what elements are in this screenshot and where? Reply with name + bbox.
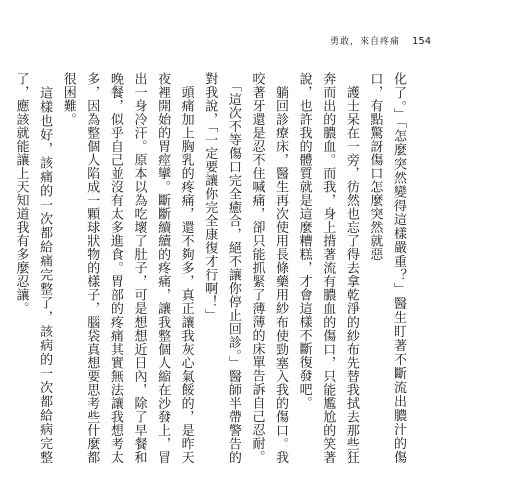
paragraph: 躺回診療床，醫生再次使用長條藥用紗布使勁塞入我的傷口。我咬著牙還是忍不住喊痛，卻只能抓緊了薄薄的床單告訴自己忍耐。: [249, 72, 289, 464]
body-text: [9, 72, 410, 464]
paragraph: 這樣也好，該痛的一次都給痛完整了，該病的一次都給病完整了，應該就能讓上天知道我有多麼忍讓。: [13, 72, 53, 464]
page-header: [330, 34, 431, 50]
paragraph: 化了。」「怎麼突然變得這樣嚴重？」醫生盯著不斷流出膿汁的傷口，有點驚訝傷口怎麼突然就惡: [367, 72, 406, 464]
paragraph: 護士呆在一旁，彷然也忘了得去拿乾淨的紗布先替我拭去那些狂奔而出的膿血。而我，身上揹著流有膿血的傷口，只能尷尬的笑著說，也許我的體質就是這麼糟糕，才會這樣不斷復發吧。: [296, 72, 359, 464]
paragraph: 「這次不等傷口完全癒合，絕不讓你停止回診。」醫師半帶警告的對我說，「一定要讓你完全康復才行啊！」: [202, 72, 241, 464]
running-title: 勇敢，來自疼痛: [330, 37, 401, 47]
page-number: 154: [412, 36, 432, 47]
paragraph: 頭痛加上胸乳的疼痛，還不夠多，真正讓我灰心氣餒的，是昨天夜裡開始的胃痙攣。斷斷續續的疼痛，讓我整個人縮在沙發上，冒出一身冷汗。原本以為吃壞了肚子，可是想想近日內，除了早餐和晚餐，似乎自己並沒有太多進食。胃部的疼痛其實無法讓我想考太多，因為整個人陷成一顆球狀物的樣子，腦袋真想要思考些什麼都很困難。: [60, 72, 194, 464]
